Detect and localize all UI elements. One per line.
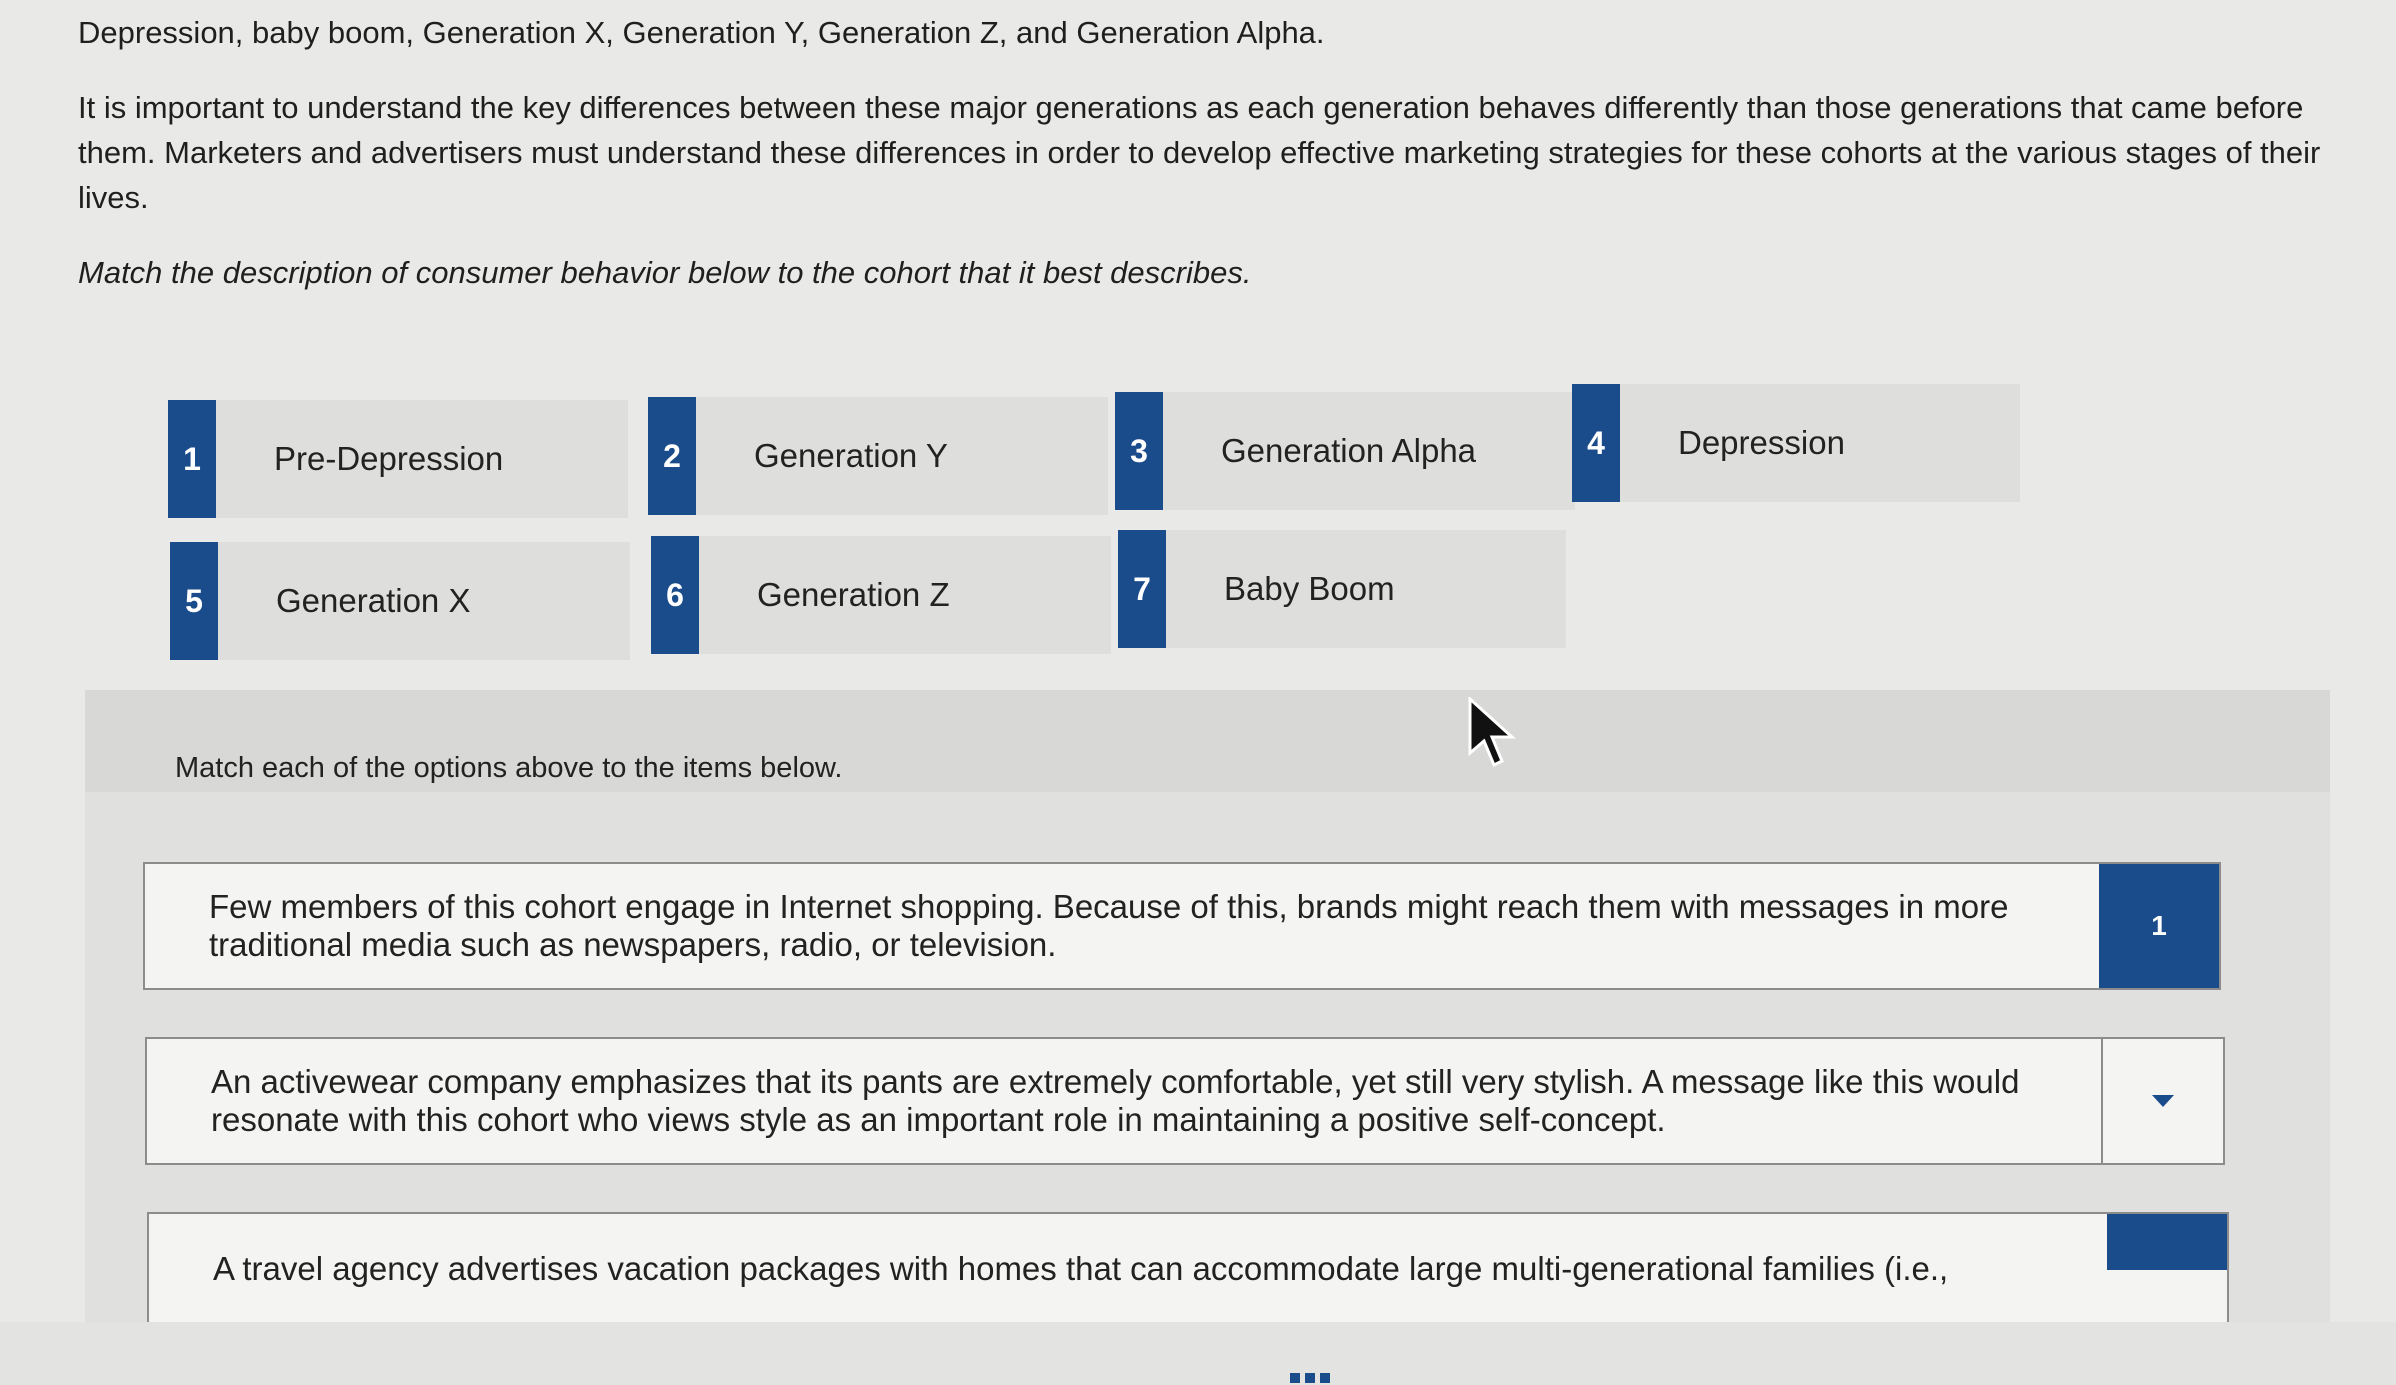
option-label: Baby Boom [1224, 570, 1395, 607]
option-5[interactable] [170, 542, 630, 660]
option-number: 5 [170, 542, 218, 660]
option-4[interactable] [1572, 384, 2020, 502]
match-item-text: Few members of this cohort engage in Internet shopping. Because of this, brands might reach them with messages in more traditional media such as newspapers, radio, or television. [209, 888, 2009, 963]
option-3[interactable] [1115, 392, 1575, 510]
chevron-down-icon [2152, 1095, 2174, 1107]
option-label: Generation Alpha [1221, 432, 1477, 469]
option-label: Pre-Depression [274, 440, 504, 477]
option-label: Generation Z [757, 576, 950, 613]
answer-dropdown[interactable]: 1 [2099, 864, 2219, 988]
footer-bar [0, 1322, 2396, 1385]
match-header [85, 690, 2330, 792]
intro-text [78, 10, 2338, 295]
match-item-3 [147, 1212, 2229, 1340]
option-number: 1 [168, 400, 216, 518]
match-item-text: An activewear company emphasizes that its pants are extremely comfortable, yet still very stylish. A message like this would resonate with this cohort who views style as an important role in maintaining a positive self-concept. [211, 1063, 2020, 1138]
mouse-cursor-icon [1468, 697, 1518, 769]
option-label: Generation Y [754, 437, 948, 474]
option-number: 2 [648, 397, 696, 515]
option-number: 7 [1118, 530, 1166, 648]
option-label: Generation X [276, 582, 471, 619]
match-item-2 [145, 1037, 2225, 1165]
grid-icon[interactable] [1290, 1373, 1330, 1383]
match-instruction: Match each of the options above to the items below. [175, 752, 843, 784]
match-item-1 [143, 862, 2221, 990]
option-7[interactable] [1118, 530, 1566, 648]
answer-dropdown[interactable] [2107, 1214, 2227, 1270]
instruction: Match the description of consumer behavior below to the cohort that it best describes. [78, 255, 1252, 290]
intro-line-1: Depression, baby boom, Generation X, Generation Y, Generation Z, and Generation Alpha. [78, 15, 1325, 50]
intro-paragraph: It is important to understand the key differences between these major generations as each generation behaves differently than those generations that came before them. Marketers and advertisers must understand these differences in order to develop effective marketing strategies for these cohorts at the various stages of their lives. [78, 90, 2321, 215]
answer-dropdown[interactable] [2101, 1039, 2223, 1163]
option-1[interactable] [168, 400, 628, 518]
option-label: Depression [1678, 424, 1845, 461]
option-6[interactable] [651, 536, 1111, 654]
option-number: 6 [651, 536, 699, 654]
match-panel [85, 690, 2330, 1330]
option-number: 3 [1115, 392, 1163, 510]
option-number: 4 [1572, 384, 1620, 502]
option-2[interactable] [648, 397, 1108, 515]
match-item-text: A travel agency advertises vacation packages with homes that can accommodate large multi-generational families (i.e., [213, 1250, 1949, 1287]
